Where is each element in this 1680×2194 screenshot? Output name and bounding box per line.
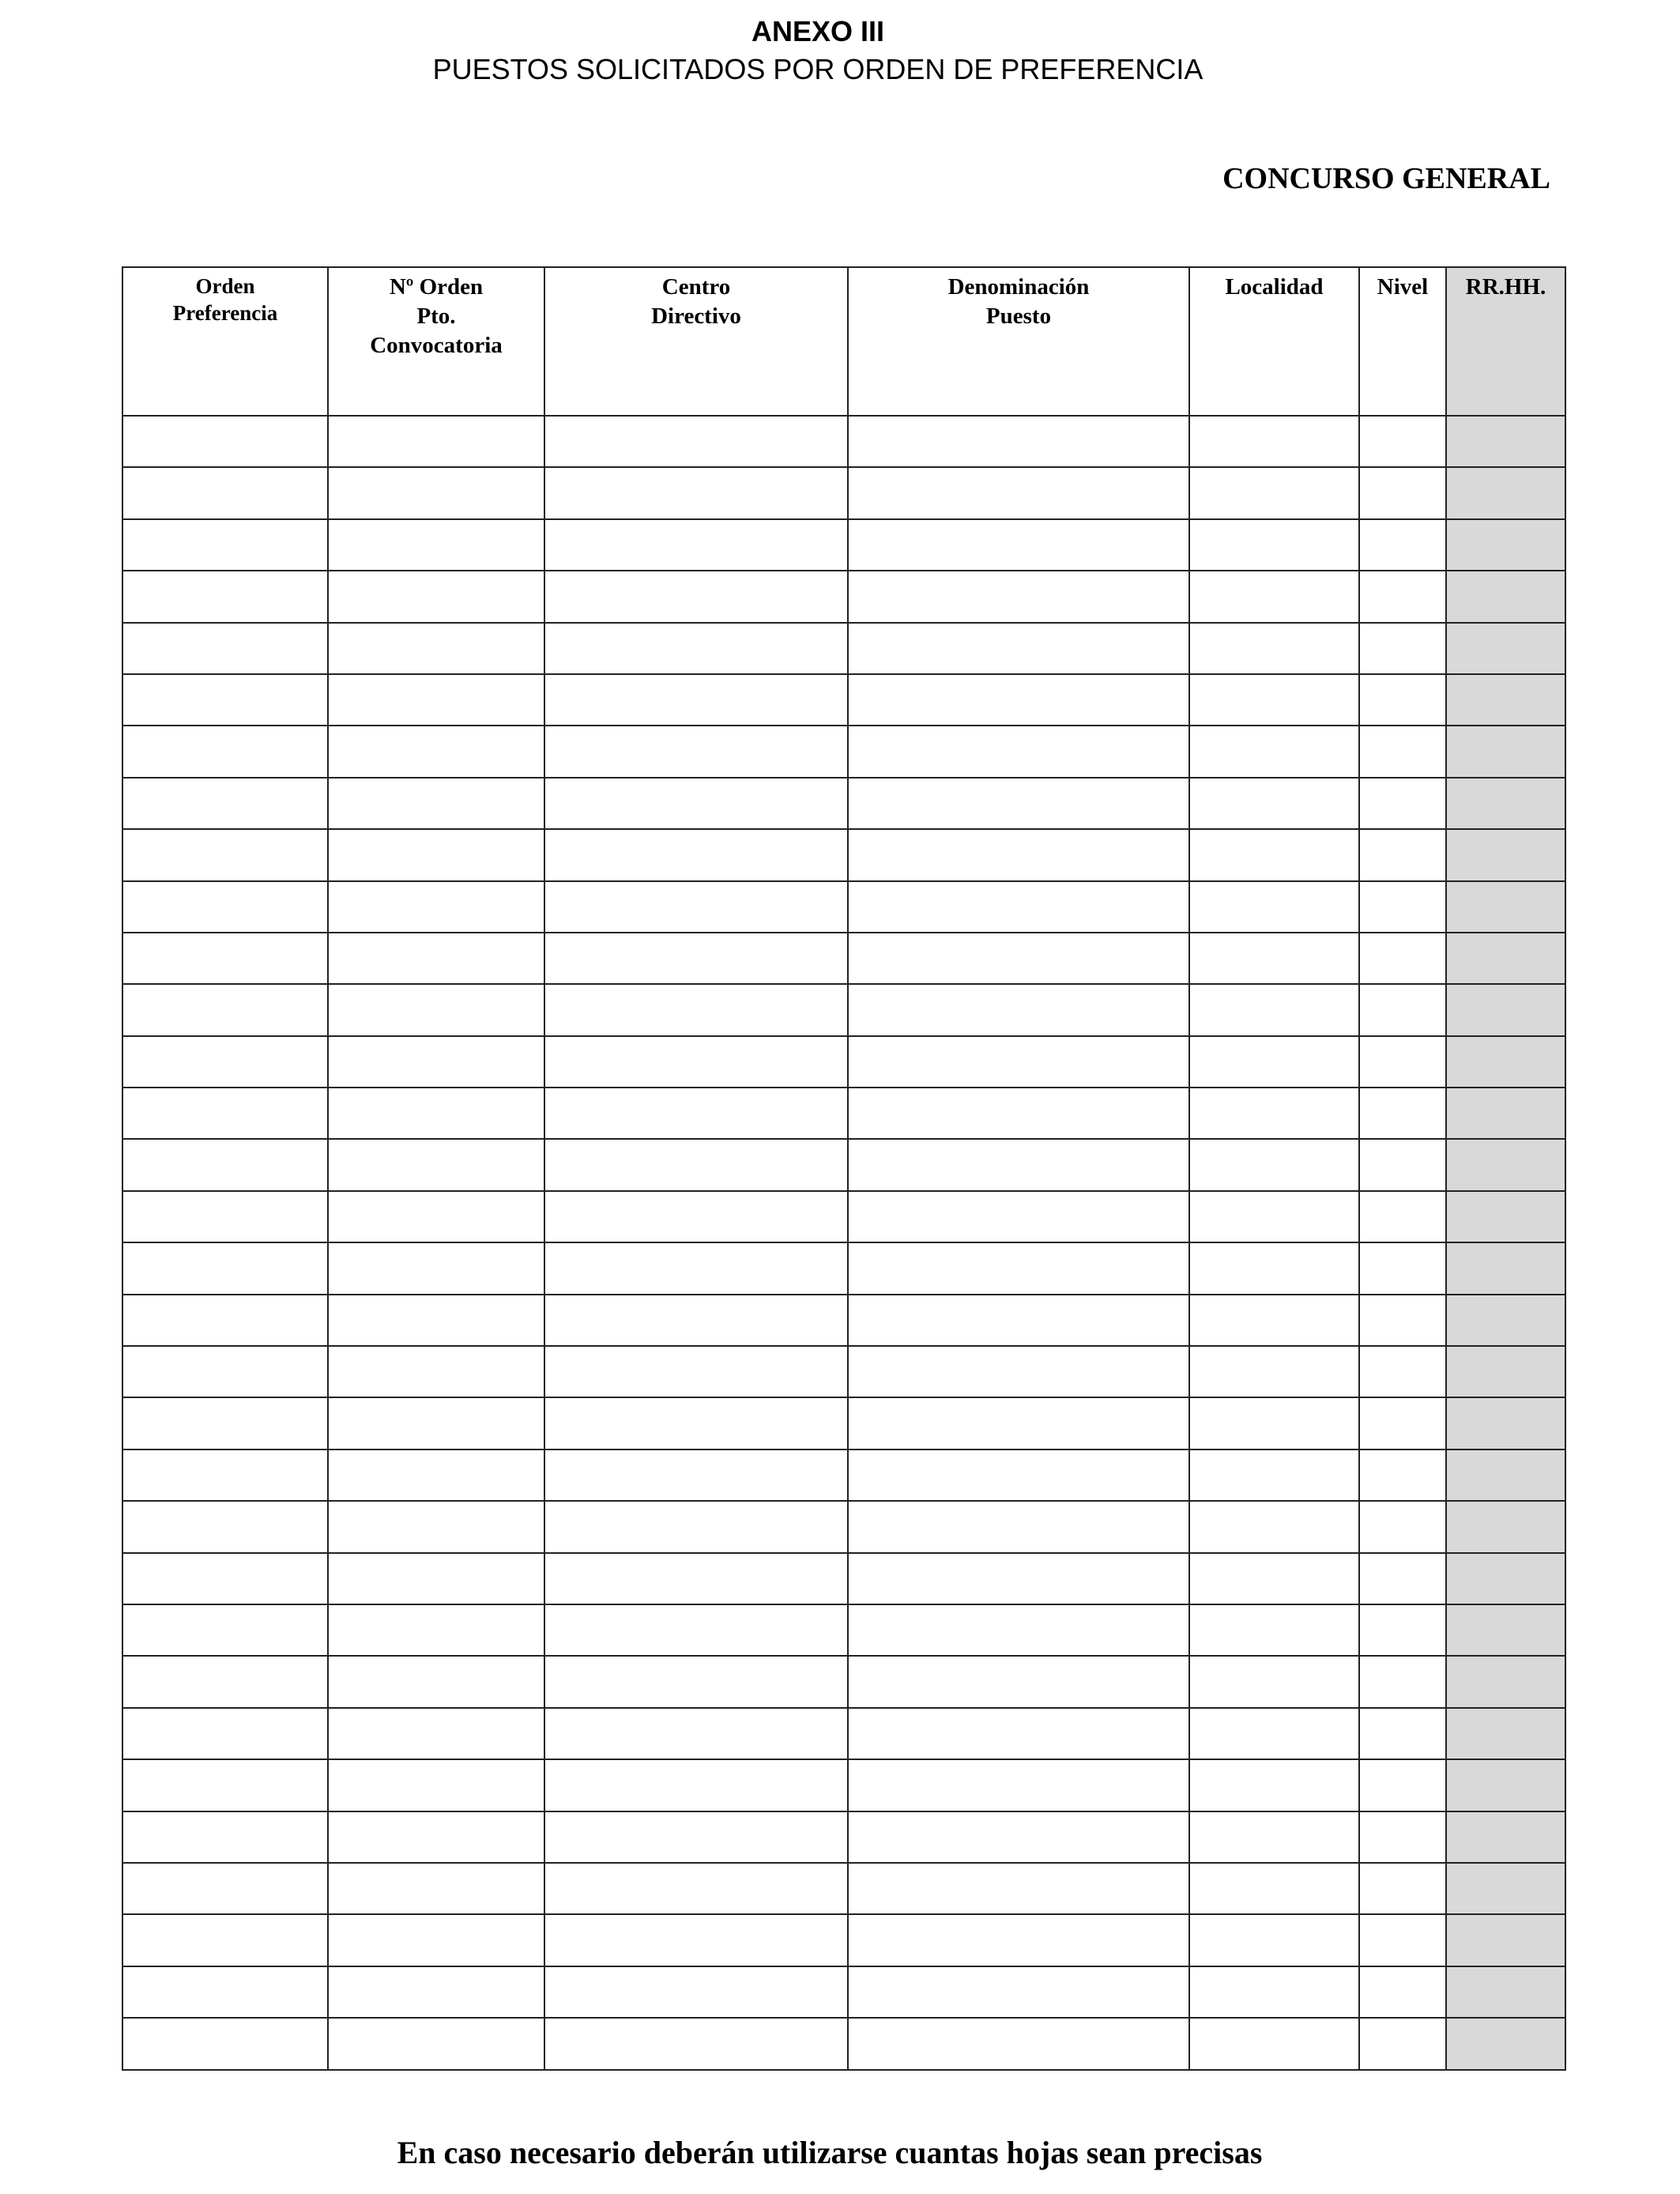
cell-centro-directivo[interactable] — [544, 829, 848, 880]
cell-localidad[interactable] — [1189, 1759, 1359, 1811]
cell-localidad[interactable] — [1189, 984, 1359, 1035]
cell-centro-directivo[interactable] — [544, 674, 848, 726]
cell-denominacion-puesto[interactable] — [848, 1811, 1189, 1863]
cell-localidad[interactable] — [1189, 933, 1359, 984]
table-row — [122, 1139, 1565, 1190]
cell-centro-directivo[interactable] — [544, 1346, 848, 1397]
footer-note: En caso necesario deberán utilizarse cuantas hojas sean precisas — [397, 2135, 1263, 2170]
cell-nivel[interactable] — [1359, 778, 1446, 829]
cell-rrhh — [1446, 623, 1565, 674]
cell-denominacion-puesto[interactable] — [848, 829, 1189, 880]
cell-numero-orden[interactable] — [328, 1914, 544, 1966]
cell-numero-orden[interactable] — [328, 1656, 544, 1707]
cell-localidad[interactable] — [1189, 1139, 1359, 1190]
cell-localidad[interactable] — [1189, 1604, 1359, 1656]
cell-localidad[interactable] — [1189, 519, 1359, 571]
cell-centro-directivo[interactable] — [544, 1501, 848, 1552]
cell-centro-directivo[interactable] — [544, 1553, 848, 1604]
cell-rrhh — [1446, 1966, 1565, 2018]
cell-denominacion-puesto[interactable] — [848, 1966, 1189, 2018]
cell-denominacion-puesto[interactable] — [848, 2018, 1189, 2069]
cell-localidad[interactable] — [1189, 1501, 1359, 1552]
cell-numero-orden[interactable] — [328, 1088, 544, 1139]
cell-nivel[interactable] — [1359, 571, 1446, 622]
cell-numero-orden[interactable] — [328, 1242, 544, 1294]
cell-orden-preferencia[interactable] — [122, 1811, 328, 1863]
cell-orden-preferencia[interactable] — [122, 416, 328, 467]
cell-rrhh — [1446, 1242, 1565, 1294]
cell-localidad[interactable] — [1189, 1346, 1359, 1397]
cell-localidad[interactable] — [1189, 1966, 1359, 2018]
cell-rrhh — [1446, 1501, 1565, 1552]
cell-rrhh — [1446, 519, 1565, 571]
cell-centro-directivo[interactable] — [544, 1811, 848, 1863]
cell-orden-preferencia[interactable] — [122, 933, 328, 984]
cell-nivel[interactable] — [1359, 1191, 1446, 1242]
cell-nivel[interactable] — [1359, 1346, 1446, 1397]
cell-centro-directivo[interactable] — [544, 1449, 848, 1501]
cell-denominacion-puesto[interactable] — [848, 467, 1189, 518]
cell-denominacion-puesto[interactable] — [848, 984, 1189, 1035]
cell-orden-preferencia[interactable] — [122, 1191, 328, 1242]
cell-denominacion-puesto[interactable] — [848, 1191, 1189, 1242]
form-subtitle: PUESTOS SOLICITADOS POR ORDEN DE PREFERENCIA — [432, 53, 1203, 85]
cell-localidad[interactable] — [1189, 1242, 1359, 1294]
cell-nivel[interactable] — [1359, 1553, 1446, 1604]
cell-numero-orden[interactable] — [328, 623, 544, 674]
cell-nivel[interactable] — [1359, 933, 1446, 984]
cell-nivel[interactable] — [1359, 674, 1446, 726]
cell-centro-directivo[interactable] — [544, 1759, 848, 1811]
cell-orden-preferencia[interactable] — [122, 1708, 328, 1759]
table-row — [122, 1346, 1565, 1397]
cell-centro-directivo[interactable] — [544, 1088, 848, 1139]
cell-rrhh — [1446, 467, 1565, 518]
cell-nivel[interactable] — [1359, 881, 1446, 933]
cell-denominacion-puesto[interactable] — [848, 1914, 1189, 1966]
table-row — [122, 571, 1565, 622]
cell-denominacion-puesto[interactable] — [848, 1036, 1189, 1088]
cell-rrhh — [1446, 571, 1565, 622]
cell-denominacion-puesto[interactable] — [848, 1397, 1189, 1449]
cell-numero-orden[interactable] — [328, 1501, 544, 1552]
cell-numero-orden[interactable] — [328, 1708, 544, 1759]
cell-centro-directivo[interactable] — [544, 1295, 848, 1346]
table-row — [122, 1708, 1565, 1759]
table-body — [122, 416, 1565, 2070]
cell-numero-orden[interactable] — [328, 1863, 544, 1914]
cell-numero-orden[interactable] — [328, 726, 544, 777]
cell-nivel[interactable] — [1359, 1914, 1446, 1966]
cell-denominacion-puesto[interactable] — [848, 778, 1189, 829]
cell-denominacion-puesto[interactable] — [848, 1604, 1189, 1656]
cell-nivel[interactable] — [1359, 1088, 1446, 1139]
cell-centro-directivo[interactable] — [544, 1604, 848, 1656]
table-row — [122, 2018, 1565, 2069]
cell-denominacion-puesto[interactable] — [848, 571, 1189, 622]
cell-rrhh — [1446, 778, 1565, 829]
cell-localidad[interactable] — [1189, 778, 1359, 829]
cell-rrhh — [1446, 1708, 1565, 1759]
cell-orden-preferencia[interactable] — [122, 1088, 328, 1139]
cell-centro-directivo[interactable] — [544, 1139, 848, 1190]
cell-localidad[interactable] — [1189, 1295, 1359, 1346]
cell-orden-preferencia[interactable] — [122, 1966, 328, 2018]
cell-orden-preferencia[interactable] — [122, 1397, 328, 1449]
cell-numero-orden[interactable] — [328, 467, 544, 518]
table-row — [122, 674, 1565, 726]
cell-orden-preferencia[interactable] — [122, 1036, 328, 1088]
cell-rrhh — [1446, 1139, 1565, 1190]
table-row — [122, 1295, 1565, 1346]
cell-localidad[interactable] — [1189, 467, 1359, 518]
table-row — [122, 1449, 1565, 1501]
cell-localidad[interactable] — [1189, 1656, 1359, 1707]
cell-numero-orden[interactable] — [328, 1811, 544, 1863]
cell-denominacion-puesto[interactable] — [848, 933, 1189, 984]
cell-orden-preferencia[interactable] — [122, 571, 328, 622]
cell-localidad[interactable] — [1189, 1088, 1359, 1139]
table-header-row — [122, 267, 1565, 416]
cell-localidad[interactable] — [1189, 1811, 1359, 1863]
table-row — [122, 623, 1565, 674]
cell-denominacion-puesto[interactable] — [848, 1088, 1189, 1139]
cell-orden-preferencia[interactable] — [122, 1295, 328, 1346]
cell-nivel[interactable] — [1359, 1449, 1446, 1501]
cell-numero-orden[interactable] — [328, 1553, 544, 1604]
cell-centro-directivo[interactable] — [544, 1656, 848, 1707]
cell-numero-orden[interactable] — [328, 674, 544, 726]
cell-numero-orden[interactable] — [328, 519, 544, 571]
cell-orden-preferencia[interactable] — [122, 623, 328, 674]
cell-localidad[interactable] — [1189, 416, 1359, 467]
cell-orden-preferencia[interactable] — [122, 1553, 328, 1604]
cell-rrhh — [1446, 1191, 1565, 1242]
cell-centro-directivo[interactable] — [544, 519, 848, 571]
contest-type: CONCURSO GENERAL — [1222, 162, 1550, 195]
cell-localidad[interactable] — [1189, 1914, 1359, 1966]
positions-table — [122, 266, 1566, 2071]
cell-denominacion-puesto[interactable] — [848, 416, 1189, 467]
cell-centro-directivo[interactable] — [544, 1397, 848, 1449]
cell-nivel[interactable] — [1359, 2018, 1446, 2069]
table-row — [122, 467, 1565, 518]
cell-numero-orden[interactable] — [328, 984, 544, 1035]
cell-rrhh — [1446, 1036, 1565, 1088]
cell-denominacion-puesto[interactable] — [848, 1501, 1189, 1552]
col-centro-directivo: Centro Directivo — [544, 267, 848, 416]
cell-orden-preferencia[interactable] — [122, 2018, 328, 2069]
cell-centro-directivo[interactable] — [544, 467, 848, 518]
cell-nivel[interactable] — [1359, 1708, 1446, 1759]
cell-centro-directivo[interactable] — [544, 2018, 848, 2069]
cell-localidad[interactable] — [1189, 829, 1359, 880]
cell-centro-directivo[interactable] — [544, 933, 848, 984]
cell-nivel[interactable] — [1359, 1139, 1446, 1190]
table-row — [122, 1242, 1565, 1294]
col-orden-preferencia: Orden Preferencia — [122, 267, 328, 416]
cell-orden-preferencia[interactable] — [122, 726, 328, 777]
cell-localidad[interactable] — [1189, 2018, 1359, 2069]
cell-centro-directivo[interactable] — [544, 1242, 848, 1294]
table-row — [122, 881, 1565, 933]
table-row — [122, 829, 1565, 880]
cell-orden-preferencia[interactable] — [122, 467, 328, 518]
cell-localidad[interactable] — [1189, 1708, 1359, 1759]
cell-rrhh — [1446, 1449, 1565, 1501]
cell-denominacion-puesto[interactable] — [848, 881, 1189, 933]
cell-nivel[interactable] — [1359, 1759, 1446, 1811]
cell-denominacion-puesto[interactable] — [848, 726, 1189, 777]
cell-denominacion-puesto[interactable] — [848, 1346, 1189, 1397]
cell-nivel[interactable] — [1359, 1656, 1446, 1707]
cell-rrhh — [1446, 726, 1565, 777]
cell-nivel[interactable] — [1359, 1501, 1446, 1552]
table-row — [122, 933, 1565, 984]
cell-numero-orden[interactable] — [328, 1759, 544, 1811]
cell-localidad[interactable] — [1189, 623, 1359, 674]
cell-nivel[interactable] — [1359, 623, 1446, 674]
table-row — [122, 1811, 1565, 1863]
cell-denominacion-puesto[interactable] — [848, 1139, 1189, 1190]
cell-denominacion-puesto[interactable] — [848, 1242, 1189, 1294]
cell-denominacion-puesto[interactable] — [848, 1656, 1189, 1707]
cell-denominacion-puesto[interactable] — [848, 1759, 1189, 1811]
cell-rrhh — [1446, 1811, 1565, 1863]
table-row — [122, 984, 1565, 1035]
cell-numero-orden[interactable] — [328, 778, 544, 829]
cell-rrhh — [1446, 1759, 1565, 1811]
cell-localidad[interactable] — [1189, 571, 1359, 622]
cell-numero-orden[interactable] — [328, 1397, 544, 1449]
cell-localidad[interactable] — [1189, 881, 1359, 933]
cell-orden-preferencia[interactable] — [122, 1449, 328, 1501]
annex-title: ANEXO III — [751, 15, 885, 47]
cell-denominacion-puesto[interactable] — [848, 1449, 1189, 1501]
cell-orden-preferencia[interactable] — [122, 1139, 328, 1190]
cell-orden-preferencia[interactable] — [122, 674, 328, 726]
table-row — [122, 1914, 1565, 1966]
cell-orden-preferencia[interactable] — [122, 1656, 328, 1707]
cell-centro-directivo[interactable] — [544, 778, 848, 829]
cell-numero-orden[interactable] — [328, 1604, 544, 1656]
cell-rrhh — [1446, 674, 1565, 726]
table-row — [122, 1863, 1565, 1914]
col-rrhh: RR.HH. — [1446, 267, 1565, 416]
table-row — [122, 1397, 1565, 1449]
cell-centro-directivo[interactable] — [544, 1036, 848, 1088]
table-row — [122, 1191, 1565, 1242]
cell-denominacion-puesto[interactable] — [848, 1553, 1189, 1604]
cell-numero-orden[interactable] — [328, 571, 544, 622]
cell-rrhh — [1446, 881, 1565, 933]
cell-centro-directivo[interactable] — [544, 1914, 848, 1966]
cell-localidad[interactable] — [1189, 1036, 1359, 1088]
cell-centro-directivo[interactable] — [544, 1708, 848, 1759]
cell-nivel[interactable] — [1359, 1863, 1446, 1914]
cell-centro-directivo[interactable] — [544, 984, 848, 1035]
cell-nivel[interactable] — [1359, 1811, 1446, 1863]
cell-nivel[interactable] — [1359, 1036, 1446, 1088]
cell-rrhh — [1446, 1656, 1565, 1707]
cell-localidad[interactable] — [1189, 1449, 1359, 1501]
table-row — [122, 726, 1565, 777]
cell-centro-directivo[interactable] — [544, 623, 848, 674]
cell-rrhh — [1446, 1553, 1565, 1604]
cell-orden-preferencia[interactable] — [122, 1914, 328, 1966]
cell-numero-orden[interactable] — [328, 1139, 544, 1190]
table-row — [122, 1966, 1565, 2018]
col-denominacion-puesto: Denominación Puesto — [848, 267, 1189, 416]
cell-nivel[interactable] — [1359, 1295, 1446, 1346]
cell-rrhh — [1446, 1604, 1565, 1656]
cell-rrhh — [1446, 1914, 1565, 1966]
cell-nivel[interactable] — [1359, 1397, 1446, 1449]
cell-denominacion-puesto[interactable] — [848, 623, 1189, 674]
cell-orden-preferencia[interactable] — [122, 1759, 328, 1811]
cell-orden-preferencia[interactable] — [122, 778, 328, 829]
cell-nivel[interactable] — [1359, 726, 1446, 777]
cell-centro-directivo[interactable] — [544, 726, 848, 777]
cell-rrhh — [1446, 1088, 1565, 1139]
cell-orden-preferencia[interactable] — [122, 881, 328, 933]
cell-nivel[interactable] — [1359, 519, 1446, 571]
table-row — [122, 1036, 1565, 1088]
cell-nivel[interactable] — [1359, 984, 1446, 1035]
cell-localidad[interactable] — [1189, 1191, 1359, 1242]
cell-numero-orden[interactable] — [328, 1346, 544, 1397]
cell-numero-orden[interactable] — [328, 2018, 544, 2069]
table-row — [122, 416, 1565, 467]
cell-localidad[interactable] — [1189, 1863, 1359, 1914]
cell-denominacion-puesto[interactable] — [848, 1708, 1189, 1759]
cell-rrhh — [1446, 1397, 1565, 1449]
cell-orden-preferencia[interactable] — [122, 1242, 328, 1294]
cell-denominacion-puesto[interactable] — [848, 1863, 1189, 1914]
cell-orden-preferencia[interactable] — [122, 1863, 328, 1914]
cell-nivel[interactable] — [1359, 829, 1446, 880]
cell-numero-orden[interactable] — [328, 1966, 544, 2018]
cell-numero-orden[interactable] — [328, 1295, 544, 1346]
cell-nivel[interactable] — [1359, 416, 1446, 467]
cell-orden-preferencia[interactable] — [122, 829, 328, 880]
cell-rrhh — [1446, 1346, 1565, 1397]
cell-rrhh — [1446, 2018, 1565, 2069]
cell-centro-directivo[interactable] — [544, 1191, 848, 1242]
cell-rrhh — [1446, 933, 1565, 984]
cell-rrhh — [1446, 829, 1565, 880]
cell-denominacion-puesto[interactable] — [848, 674, 1189, 726]
cell-numero-orden[interactable] — [328, 933, 544, 984]
cell-centro-directivo[interactable] — [544, 571, 848, 622]
table-row — [122, 1088, 1565, 1139]
cell-rrhh — [1446, 984, 1565, 1035]
cell-centro-directivo[interactable] — [544, 1966, 848, 2018]
table-row — [122, 1759, 1565, 1811]
cell-orden-preferencia[interactable] — [122, 1501, 328, 1552]
col-numero-orden: Nº Orden Pto. Convocatoria — [328, 267, 544, 416]
cell-numero-orden[interactable] — [328, 416, 544, 467]
cell-numero-orden[interactable] — [328, 1449, 544, 1501]
cell-nivel[interactable] — [1359, 467, 1446, 518]
cell-centro-directivo[interactable] — [544, 1863, 848, 1914]
cell-localidad[interactable] — [1189, 1397, 1359, 1449]
cell-orden-preferencia[interactable] — [122, 984, 328, 1035]
cell-rrhh — [1446, 1295, 1565, 1346]
cell-numero-orden[interactable] — [328, 829, 544, 880]
cell-centro-directivo[interactable] — [544, 881, 848, 933]
cell-nivel[interactable] — [1359, 1242, 1446, 1294]
cell-orden-preferencia[interactable] — [122, 519, 328, 571]
cell-numero-orden[interactable] — [328, 1191, 544, 1242]
cell-nivel[interactable] — [1359, 1604, 1446, 1656]
cell-localidad[interactable] — [1189, 1553, 1359, 1604]
cell-localidad[interactable] — [1189, 674, 1359, 726]
cell-localidad[interactable] — [1189, 726, 1359, 777]
table-row — [122, 1656, 1565, 1707]
cell-orden-preferencia[interactable] — [122, 1604, 328, 1656]
cell-rrhh — [1446, 1863, 1565, 1914]
table-row — [122, 1553, 1565, 1604]
cell-numero-orden[interactable] — [328, 881, 544, 933]
cell-numero-orden[interactable] — [328, 1036, 544, 1088]
col-nivel: Nivel — [1359, 267, 1446, 416]
table-row — [122, 1604, 1565, 1656]
col-localidad: Localidad — [1189, 267, 1359, 416]
cell-centro-directivo[interactable] — [544, 416, 848, 467]
table-row — [122, 1501, 1565, 1552]
table-row — [122, 519, 1565, 571]
cell-nivel[interactable] — [1359, 1966, 1446, 2018]
cell-rrhh — [1446, 416, 1565, 467]
table-row — [122, 778, 1565, 829]
cell-denominacion-puesto[interactable] — [848, 519, 1189, 571]
cell-denominacion-puesto[interactable] — [848, 1295, 1189, 1346]
cell-orden-preferencia[interactable] — [122, 1346, 328, 1397]
